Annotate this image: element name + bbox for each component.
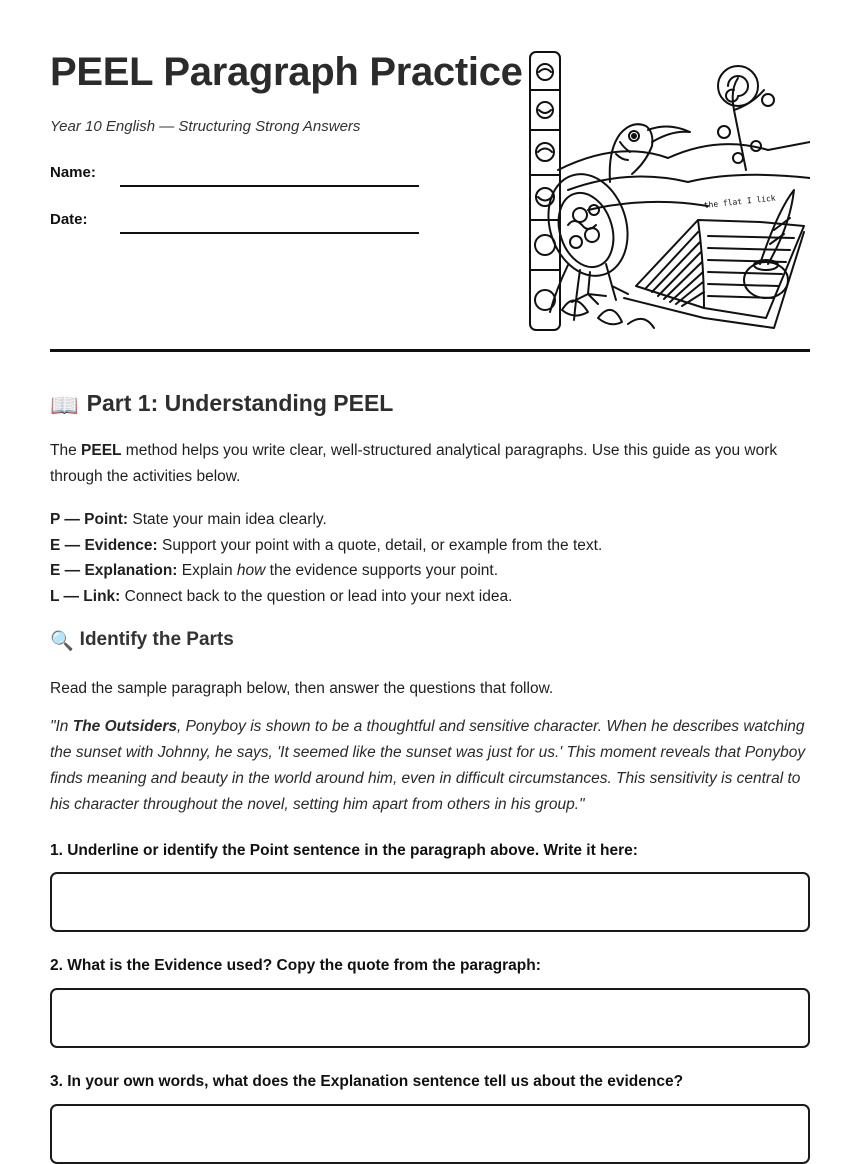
peel-step-label: E — Explanation:	[50, 562, 178, 579]
answer-box-3[interactable]	[50, 1104, 810, 1164]
peel-step-label: P — Point:	[50, 511, 129, 528]
worksheet-header	[50, 0, 810, 352]
question-3: 3. In your own words, what does the Explanation sentence tell us about the evidence?	[50, 1073, 684, 1090]
magnifier-icon: 🔍	[50, 631, 74, 652]
question-2: 2. What is the Evidence used? Copy the quote from the paragraph:	[50, 957, 541, 974]
identify-heading-text: Identify the Parts	[79, 629, 234, 650]
peel-step-explanation	[50, 558, 602, 584]
intro-text-end: method helps you write clear, well-structured analytical paragraphs. Use this guide as you work through the activities below.	[50, 442, 778, 485]
bird-and-book-illustration	[528, 50, 810, 332]
open-book-icon: 📖	[50, 392, 79, 418]
sample-text-end: , Ponyboy is shown to be a thoughtful and sensitive character. When he describes watching the sunset with Johnny, he says, 'It seemed like the sunset was just for us.' This moment reveals that Ponyboy finds meaning and beauty in the world around him, even in difficult circumstances. This sensitivity is central to his character throughout the novel, setting him apart from others in his group."	[50, 718, 806, 813]
sample-text-start: "In	[50, 718, 73, 735]
peel-intro	[50, 438, 810, 490]
peel-step-text: Support your point with a quote, detail, or example from the text.	[157, 536, 603, 554]
sample-book-title: The Outsiders	[72, 718, 177, 735]
peel-step-evidence	[50, 533, 602, 559]
peel-steps-list	[50, 507, 602, 609]
intro-text-start: The	[50, 442, 82, 459]
part1-heading-text: Part 1: Understanding PEEL	[86, 390, 394, 416]
page-subtitle: Year 10 English — Structuring Strong Answers	[50, 118, 361, 135]
name-field[interactable]	[120, 185, 419, 187]
peel-step-text: State your main idea clearly.	[128, 511, 327, 528]
date-field[interactable]	[120, 232, 419, 234]
peel-step-emphasis: how	[236, 562, 266, 579]
page-title: PEEL Paragraph Practice	[50, 50, 523, 94]
peel-step-label: L — Link:	[50, 587, 121, 605]
header-divider	[50, 349, 810, 352]
answer-box-2[interactable]	[50, 988, 810, 1048]
peel-step-text-end: the evidence supports your point.	[265, 562, 499, 579]
intro-peel-term: PEEL	[81, 442, 122, 459]
question-1: 1. Underline or identify the Point sentence in the paragraph above. Write it here:	[50, 842, 638, 859]
peel-step-link	[50, 584, 602, 610]
peel-step-point	[50, 507, 602, 533]
peel-step-text: Connect back to the question or lead into your next idea.	[120, 587, 513, 605]
part1-heading	[50, 390, 393, 419]
sample-paragraph	[50, 714, 810, 818]
answer-box-1[interactable]	[50, 872, 810, 932]
identify-heading	[50, 629, 234, 653]
peel-step-label: E — Evidence:	[50, 536, 158, 554]
identify-instruction: Read the sample paragraph below, then answer the questions that follow.	[50, 680, 554, 697]
book-caption: the flat I lick	[703, 193, 777, 210]
worksheet-page	[50, 0, 810, 1090]
peel-step-text: Explain	[177, 562, 237, 579]
date-label: Date:	[50, 211, 88, 228]
name-label: Name:	[50, 164, 96, 181]
